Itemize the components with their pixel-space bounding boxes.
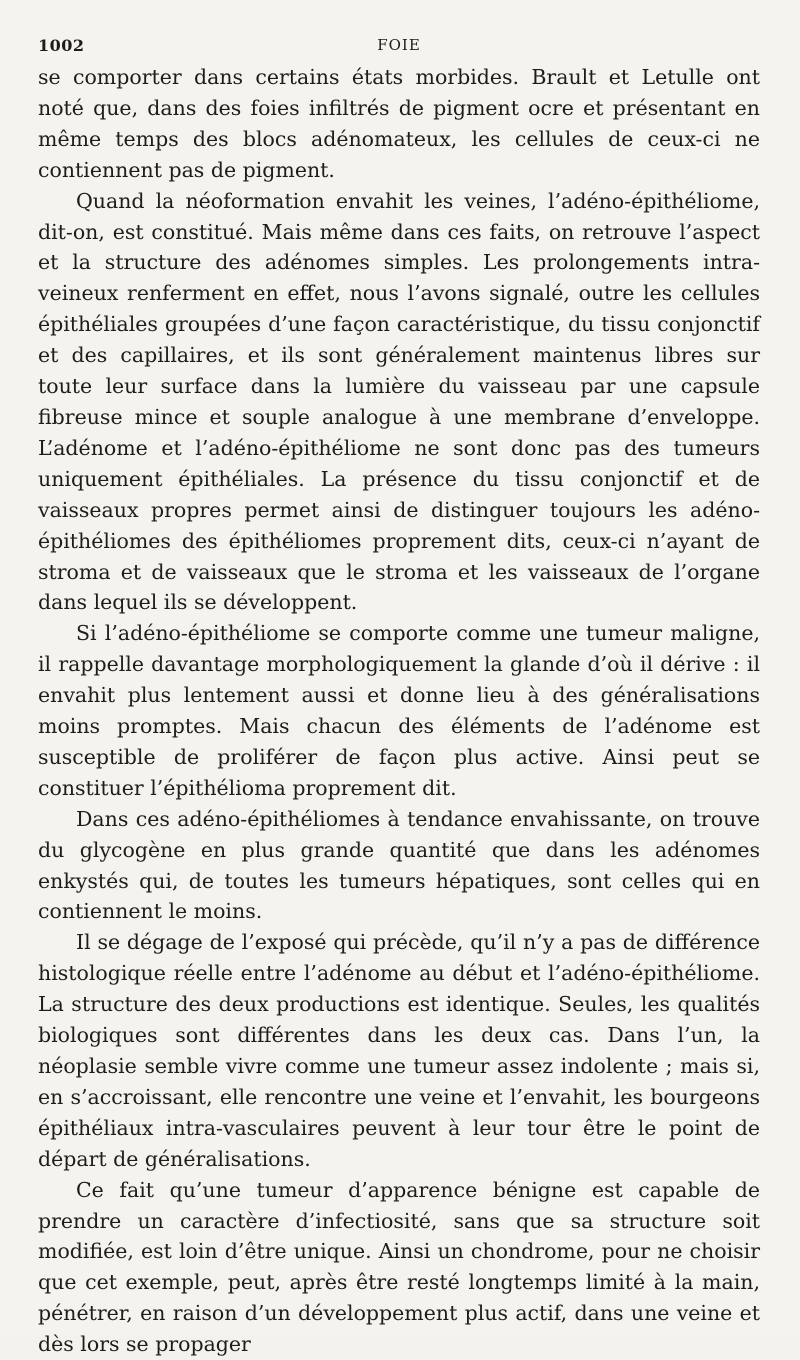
body-text bbox=[38, 62, 760, 1360]
page-number: 1002 bbox=[38, 36, 85, 55]
paragraph-chondrome: Ce fait qu’une tumeur d’apparence bénigne est capable de prendre un caractère d’infectiosité, sans que sa structure soit modifiée, est loin d’être unique. Ainsi un chondrome, pour ne choisir que cet exemple, peut, après être resté longtemps limité à la main, pénétrer, en raison d’un développement plus actif, dans une veine et dès lors se propager bbox=[38, 1177, 760, 1357]
running-head bbox=[38, 30, 760, 62]
paragraph-maligne: Si l’adéno-épithéliome se comporte comme une tumeur maligne, il rappelle davantage morphologiquement la glande d’où il dérive : il envahit plus lentement aussi et donne lieu à des généralisations moins promptes. Mais chacun des éléments de l’adénome est susceptible de proliférer de façon plus active. Ainsi peut se constituer l’épithélioma proprement dit. bbox=[38, 621, 760, 800]
paragraph-glycogene: Dans ces adéno-épithéliomes à tendance envahissante, on trouve du glycogène en plus grande quantité que dans les adénomes enkystés qui, de toutes les tumeurs hépatiques, sont celles qui en contiennent le moins. bbox=[38, 806, 760, 924]
paragraph-continued: se comporter dans certains états morbides. Brault et Letulle ont noté que, dans des foies infiltrés de pigment ocre et présentant en même temps des blocs adénomateux, les cellules de ceux-ci ne contiennent pas de pigment. bbox=[38, 65, 760, 182]
paragraph-neoformation: Quand la néoformation envahit les veines, l’adéno-épithéliome, dit-on, est constitué. Mais même dans ces faits, on retrouve l’aspect et la structure des adénomes simples. Les prolongements intra-veineux renferment en effet, nous l’avons signalé, outre les cellules épithéliales groupées d’une façon caractéristique, du tissu conjonctif et des capillaires, et ils sont généralement maintenus libres sur toute leur surface dans la lumière du vaisseau par une capsule fibreuse mince et souple analogue à une membrane d’enveloppe. L’adénome et l’adéno-épithéliome ne sont donc pas des tumeurs uniquement épithéliales. La présence du tissu conjonctif et de vaisseaux propres permet ainsi de distinguer toujours les adéno-épithéliomes des épithéliomes proprement dits, ceux-ci n’ayant de stroma et de vaisseaux que le stroma et les vaisseaux de l’organe dans lequel ils se développent. bbox=[38, 188, 760, 615]
running-title: FOIE bbox=[377, 36, 421, 54]
paragraph-histologique: Il se dégage de l’exposé qui précède, qu’il n’y a pas de différence histologique réelle entre l’adénome au début et l’adéno-épithéliome. La structure des deux productions est identique. Seules, les qualités biologiques sont différentes dans les deux cas. Dans l’un, la néoplasie semble vivre comme une tumeur assez indolente ; mais si, en s’accroissant, elle rencontre une veine et l’envahit, les bourgeons épithéliaux intra-vasculaires peuvent à leur tour être le point de départ de généralisations. bbox=[38, 930, 760, 1171]
